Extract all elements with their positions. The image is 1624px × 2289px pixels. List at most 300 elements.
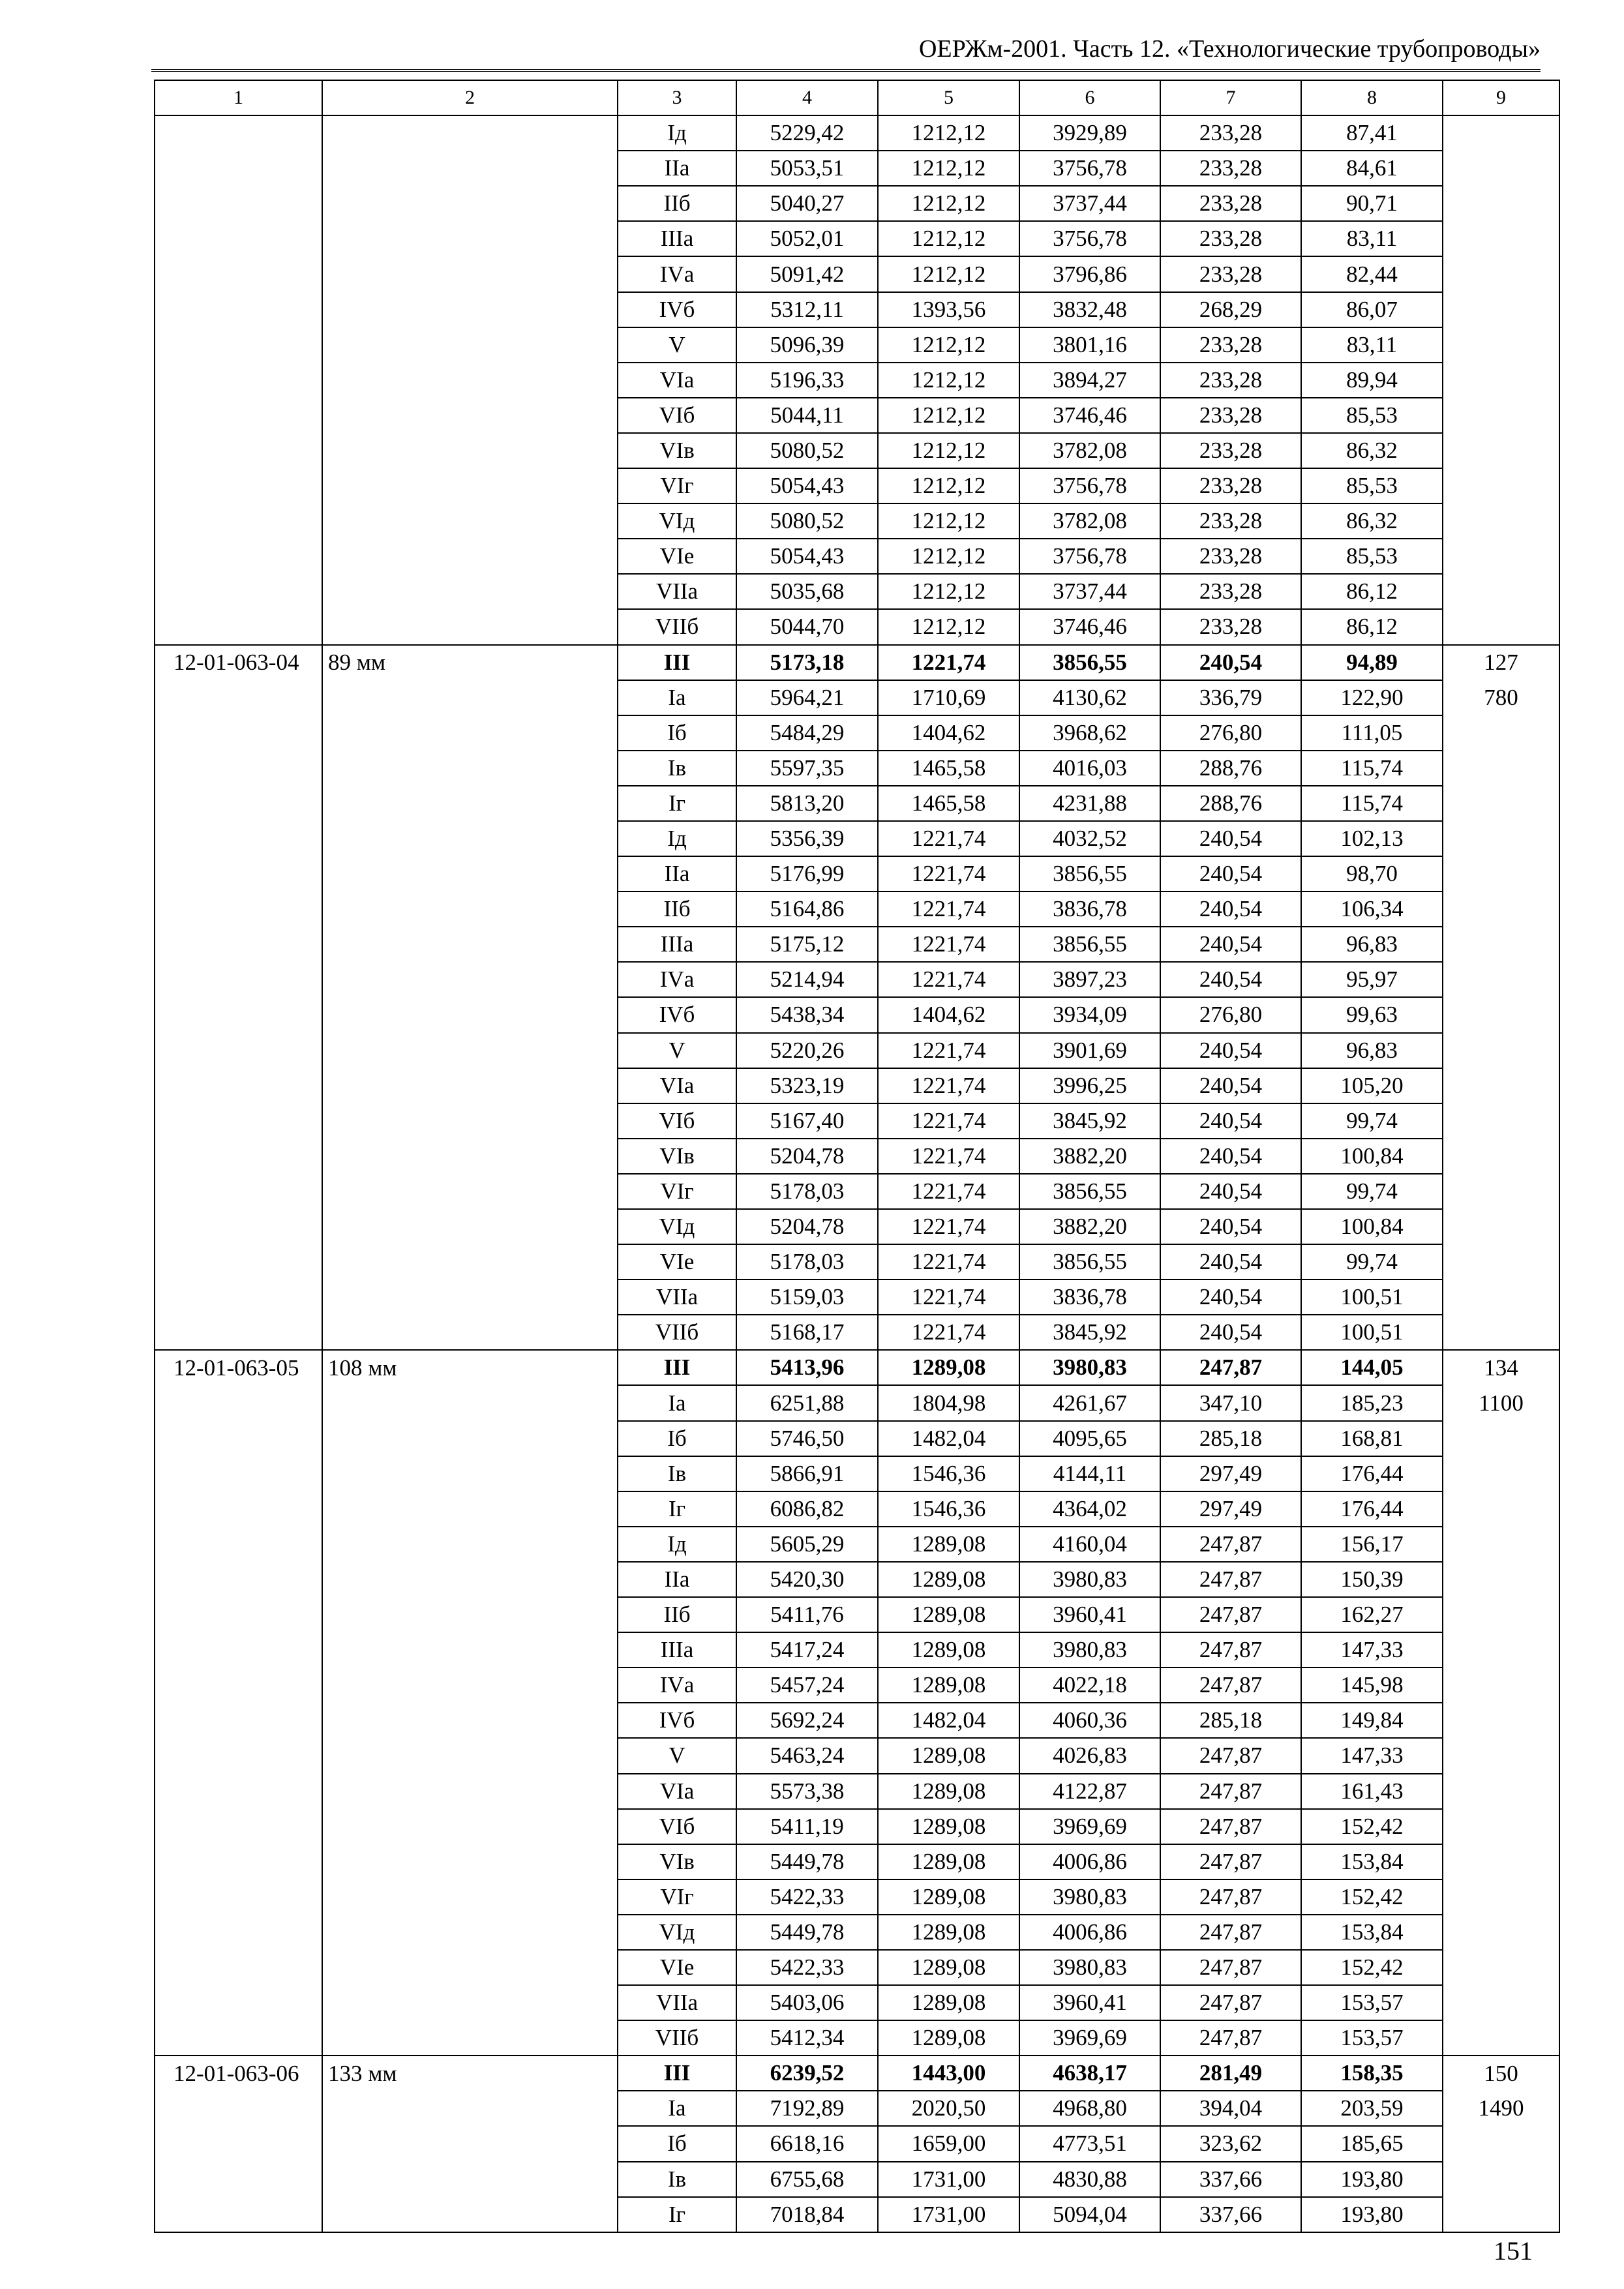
- materials-cell: 193,80: [1301, 2162, 1443, 2197]
- labor-cell: [1443, 1174, 1559, 1209]
- materials-cell: 100,51: [1301, 1279, 1443, 1315]
- table-row: [155, 1668, 1559, 1703]
- wages-cell: 1404,62: [878, 997, 1019, 1032]
- total-cost-cell: 5438,34: [736, 997, 878, 1032]
- operator-wages-cell: 394,04: [1160, 2091, 1301, 2126]
- total-cost-cell: 5040,27: [736, 186, 878, 221]
- zone-cell: VIб: [618, 398, 736, 433]
- table-row: [155, 115, 1559, 151]
- operator-wages-cell: 323,62: [1160, 2126, 1301, 2161]
- pipe-size-cell: [322, 574, 618, 609]
- table-row: [155, 1209, 1559, 1244]
- pipe-size-cell: [322, 927, 618, 962]
- pipe-size-cell: [322, 1844, 618, 1879]
- rate-code-cell: [155, 1385, 322, 1420]
- materials-cell: 85,53: [1301, 468, 1443, 503]
- rate-code-cell: [155, 1209, 322, 1244]
- zone-cell: IVб: [618, 997, 736, 1032]
- machines-cell: 4016,03: [1019, 751, 1160, 786]
- labor-cell: [1443, 1985, 1559, 2020]
- machines-cell: 3796,86: [1019, 256, 1160, 292]
- operator-wages-cell: 240,54: [1160, 1244, 1301, 1279]
- materials-cell: 152,42: [1301, 1950, 1443, 1985]
- labor-cell: [1443, 2020, 1559, 2056]
- total-cost-cell: 5417,24: [736, 1632, 878, 1668]
- materials-cell: 86,32: [1301, 503, 1443, 539]
- operator-wages-cell: 240,54: [1160, 962, 1301, 997]
- total-cost-cell: 5420,30: [736, 1562, 878, 1597]
- labor-cell: [1443, 1315, 1559, 1350]
- zone-cell: III: [618, 1350, 736, 1385]
- zone-cell: Iг: [618, 786, 736, 821]
- total-cost-cell: 5422,33: [736, 1950, 878, 1985]
- zone-cell: V: [618, 1738, 736, 1773]
- zone-cell: VIд: [618, 503, 736, 539]
- table-row: [155, 1774, 1559, 1809]
- zone-cell: IVа: [618, 256, 736, 292]
- total-cost-cell: 5866,91: [736, 1456, 878, 1491]
- materials-cell: 96,83: [1301, 927, 1443, 962]
- pipe-size-cell: [322, 1668, 618, 1703]
- total-cost-cell: 5449,78: [736, 1844, 878, 1879]
- table-row: [155, 1844, 1559, 1879]
- total-cost-cell: 7018,84: [736, 2197, 878, 2232]
- table-body: [155, 80, 1559, 2232]
- rate-code-cell: [155, 186, 322, 221]
- rate-code-cell: [155, 715, 322, 751]
- materials-cell: 162,27: [1301, 1597, 1443, 1632]
- pipe-size-cell: [322, 1597, 618, 1632]
- materials-cell: 84,61: [1301, 151, 1443, 186]
- wages-cell: 1393,56: [878, 292, 1019, 327]
- labor-cell: [1443, 1244, 1559, 1279]
- rate-code-cell: [155, 680, 322, 715]
- machines-cell: 4122,87: [1019, 1774, 1160, 1809]
- materials-cell: 94,89: [1301, 645, 1443, 680]
- running-header: ОЕРЖм-2001. Часть 12. «Технологические трубопроводы»: [918, 35, 1541, 63]
- operator-wages-cell: 233,28: [1160, 609, 1301, 644]
- operator-wages-cell: 233,28: [1160, 539, 1301, 574]
- labor-cell: [1443, 1597, 1559, 1632]
- total-cost-cell: 6239,52: [736, 2056, 878, 2091]
- rate-code-cell: [155, 433, 322, 468]
- rate-code-cell: [155, 891, 322, 927]
- rate-code-cell: [155, 2020, 322, 2056]
- table-row: [155, 856, 1559, 891]
- zone-cell: IIIа: [618, 221, 736, 256]
- pipe-size-cell: [322, 1385, 618, 1420]
- operator-wages-cell: 247,87: [1160, 1774, 1301, 1809]
- labor-cell: [1443, 715, 1559, 751]
- zone-cell: III: [618, 645, 736, 680]
- wages-cell: 1221,74: [878, 856, 1019, 891]
- wages-cell: 1212,12: [878, 327, 1019, 363]
- zone-cell: Iд: [618, 821, 736, 856]
- zone-cell: VIе: [618, 1244, 736, 1279]
- pipe-size-cell: [322, 151, 618, 186]
- zone-cell: IIа: [618, 151, 736, 186]
- rate-code-cell: [155, 1456, 322, 1491]
- table-row: [155, 2020, 1559, 2056]
- rate-code-cell: [155, 151, 322, 186]
- wages-cell: 1212,12: [878, 186, 1019, 221]
- materials-cell: 158,35: [1301, 2056, 1443, 2091]
- pipe-size-cell: [322, 1738, 618, 1773]
- zone-cell: VIIб: [618, 2020, 736, 2056]
- rate-code-cell: [155, 1421, 322, 1456]
- rate-code-cell: [155, 1139, 322, 1174]
- wages-cell: 1221,74: [878, 1103, 1019, 1139]
- labor-cell: [1443, 433, 1559, 468]
- wages-cell: 1221,74: [878, 1174, 1019, 1209]
- column-number: 9: [1443, 80, 1559, 115]
- wages-cell: 1221,74: [878, 1315, 1019, 1350]
- total-cost-cell: 5096,39: [736, 327, 878, 363]
- operator-wages-cell: 276,80: [1160, 997, 1301, 1032]
- machines-cell: 3934,09: [1019, 997, 1160, 1032]
- machines-cell: 4006,86: [1019, 1844, 1160, 1879]
- total-cost-cell: 5422,33: [736, 1879, 878, 1915]
- total-cost-cell: 5080,52: [736, 433, 878, 468]
- labor-cell: 1100: [1443, 1385, 1559, 1420]
- machines-cell: 3756,78: [1019, 468, 1160, 503]
- column-number: 1: [155, 80, 322, 115]
- operator-wages-cell: 247,87: [1160, 1950, 1301, 1985]
- zone-cell: Iб: [618, 1421, 736, 1456]
- total-cost-cell: 5054,43: [736, 539, 878, 574]
- machines-cell: 3882,20: [1019, 1139, 1160, 1174]
- materials-cell: 122,90: [1301, 680, 1443, 715]
- materials-cell: 106,34: [1301, 891, 1443, 927]
- machines-cell: 4160,04: [1019, 1527, 1160, 1562]
- total-cost-cell: 6086,82: [736, 1491, 878, 1527]
- operator-wages-cell: 240,54: [1160, 1315, 1301, 1350]
- wages-cell: 1546,36: [878, 1491, 1019, 1527]
- total-cost-cell: 5052,01: [736, 221, 878, 256]
- wages-cell: 1465,58: [878, 786, 1019, 821]
- wages-cell: 1221,74: [878, 927, 1019, 962]
- wages-cell: 1482,04: [878, 1703, 1019, 1738]
- table-row: [155, 609, 1559, 644]
- labor-cell: [1443, 1456, 1559, 1491]
- pipe-size-cell: 89 мм: [322, 645, 618, 680]
- zone-cell: IIа: [618, 856, 736, 891]
- pipe-size-cell: [322, 1139, 618, 1174]
- total-cost-cell: 5412,34: [736, 2020, 878, 2056]
- pipe-size-cell: [322, 821, 618, 856]
- labor-cell: [1443, 115, 1559, 151]
- column-number: 3: [618, 80, 736, 115]
- labor-cell: [1443, 2197, 1559, 2232]
- total-cost-cell: 5173,18: [736, 645, 878, 680]
- total-cost-cell: 5164,86: [736, 891, 878, 927]
- machines-cell: 3836,78: [1019, 891, 1160, 927]
- zone-cell: VIв: [618, 1844, 736, 1879]
- wages-cell: 1212,12: [878, 539, 1019, 574]
- materials-cell: 149,84: [1301, 1703, 1443, 1738]
- operator-wages-cell: 281,49: [1160, 2056, 1301, 2091]
- labor-cell: [1443, 962, 1559, 997]
- rate-code-cell: [155, 751, 322, 786]
- table-row: [155, 327, 1559, 363]
- rate-code-cell: [155, 2126, 322, 2161]
- operator-wages-cell: 233,28: [1160, 256, 1301, 292]
- zone-cell: IVа: [618, 1668, 736, 1703]
- machines-cell: 3980,83: [1019, 1950, 1160, 1985]
- labor-cell: [1443, 997, 1559, 1032]
- rate-code-cell: [155, 574, 322, 609]
- materials-cell: 144,05: [1301, 1350, 1443, 1385]
- operator-wages-cell: 336,79: [1160, 680, 1301, 715]
- pipe-size-cell: 133 мм: [322, 2056, 618, 2091]
- machines-cell: 3782,08: [1019, 503, 1160, 539]
- table-row: [155, 151, 1559, 186]
- pipe-size-cell: [322, 363, 618, 398]
- column-number: 6: [1019, 80, 1160, 115]
- machines-cell: 4968,80: [1019, 2091, 1160, 2126]
- labor-cell: [1443, 1879, 1559, 1915]
- total-cost-cell: 5196,33: [736, 363, 878, 398]
- rate-code-cell: [155, 927, 322, 962]
- materials-cell: 105,20: [1301, 1068, 1443, 1103]
- operator-wages-cell: 247,87: [1160, 1597, 1301, 1632]
- table-row: [155, 1174, 1559, 1209]
- wages-cell: 1221,74: [878, 1279, 1019, 1315]
- wages-cell: 2020,50: [878, 2091, 1019, 2126]
- operator-wages-cell: 240,54: [1160, 1068, 1301, 1103]
- labor-cell: 780: [1443, 680, 1559, 715]
- labor-cell: [1443, 751, 1559, 786]
- labor-cell: [1443, 609, 1559, 644]
- machines-cell: 3832,48: [1019, 292, 1160, 327]
- machines-cell: 3882,20: [1019, 1209, 1160, 1244]
- materials-cell: 100,84: [1301, 1209, 1443, 1244]
- machines-cell: 4006,86: [1019, 1915, 1160, 1950]
- operator-wages-cell: 240,54: [1160, 1033, 1301, 1068]
- operator-wages-cell: 337,66: [1160, 2162, 1301, 2197]
- materials-cell: 203,59: [1301, 2091, 1443, 2126]
- machines-cell: 3845,92: [1019, 1315, 1160, 1350]
- rate-code-cell: [155, 221, 322, 256]
- machines-cell: 3836,78: [1019, 1279, 1160, 1315]
- table-row: [155, 1597, 1559, 1632]
- machines-cell: 4022,18: [1019, 1668, 1160, 1703]
- total-cost-cell: 5178,03: [736, 1244, 878, 1279]
- operator-wages-cell: 233,28: [1160, 327, 1301, 363]
- table-row: [155, 1103, 1559, 1139]
- labor-cell: [1443, 1527, 1559, 1562]
- labor-cell: [1443, 186, 1559, 221]
- zone-cell: III: [618, 2056, 736, 2091]
- pipe-size-cell: [322, 398, 618, 433]
- total-cost-cell: 5091,42: [736, 256, 878, 292]
- labor-cell: [1443, 1915, 1559, 1950]
- machines-cell: 3901,69: [1019, 1033, 1160, 1068]
- wages-cell: 1221,74: [878, 962, 1019, 997]
- pipe-size-cell: [322, 1879, 618, 1915]
- materials-cell: 176,44: [1301, 1491, 1443, 1527]
- pipe-size-cell: 108 мм: [322, 1350, 618, 1385]
- operator-wages-cell: 233,28: [1160, 115, 1301, 151]
- materials-cell: 86,12: [1301, 574, 1443, 609]
- labor-cell: [1443, 1738, 1559, 1773]
- total-cost-cell: 5312,11: [736, 292, 878, 327]
- pipe-size-cell: [322, 433, 618, 468]
- rate-code-cell: [155, 1174, 322, 1209]
- total-cost-cell: 5054,43: [736, 468, 878, 503]
- zone-cell: VIIб: [618, 609, 736, 644]
- rate-code-cell: [155, 468, 322, 503]
- pipe-size-cell: [322, 1209, 618, 1244]
- wages-cell: 1212,12: [878, 115, 1019, 151]
- materials-cell: 86,32: [1301, 433, 1443, 468]
- materials-cell: 95,97: [1301, 962, 1443, 997]
- zone-cell: Iд: [618, 1527, 736, 1562]
- pipe-size-cell: [322, 2126, 618, 2161]
- operator-wages-cell: 247,87: [1160, 1915, 1301, 1950]
- pipe-size-cell: [322, 221, 618, 256]
- column-number: 2: [322, 80, 618, 115]
- zone-cell: VIIб: [618, 1315, 736, 1350]
- labor-cell: [1443, 1209, 1559, 1244]
- machines-cell: 4364,02: [1019, 1491, 1160, 1527]
- zone-cell: Iб: [618, 2126, 736, 2161]
- operator-wages-cell: 240,54: [1160, 1103, 1301, 1139]
- labor-cell: [1443, 1844, 1559, 1879]
- total-cost-cell: 5449,78: [736, 1915, 878, 1950]
- machines-cell: 4130,62: [1019, 680, 1160, 715]
- machines-cell: 3782,08: [1019, 433, 1160, 468]
- zone-cell: VIв: [618, 433, 736, 468]
- total-cost-cell: 5413,96: [736, 1350, 878, 1385]
- materials-cell: 153,84: [1301, 1844, 1443, 1879]
- materials-cell: 87,41: [1301, 115, 1443, 151]
- table-row: [155, 927, 1559, 962]
- wages-cell: 1212,12: [878, 609, 1019, 644]
- total-cost-cell: 5746,50: [736, 1421, 878, 1456]
- materials-cell: 156,17: [1301, 1527, 1443, 1562]
- zone-cell: VIб: [618, 1103, 736, 1139]
- zone-cell: IIа: [618, 1562, 736, 1597]
- wages-cell: 1289,08: [878, 1950, 1019, 1985]
- table-row: [155, 2091, 1559, 2126]
- materials-cell: 85,53: [1301, 539, 1443, 574]
- zone-cell: IVб: [618, 292, 736, 327]
- rate-code-cell: [155, 786, 322, 821]
- pipe-size-cell: [322, 1279, 618, 1315]
- operator-wages-cell: 247,87: [1160, 2020, 1301, 2056]
- labor-cell: 150: [1443, 2056, 1559, 2091]
- zone-cell: VIе: [618, 539, 736, 574]
- total-cost-cell: 5159,03: [736, 1279, 878, 1315]
- rate-code-cell: [155, 2091, 322, 2126]
- pipe-size-cell: [322, 1244, 618, 1279]
- operator-wages-cell: 240,54: [1160, 1174, 1301, 1209]
- materials-cell: 99,74: [1301, 1103, 1443, 1139]
- labor-cell: [1443, 503, 1559, 539]
- operator-wages-cell: 337,66: [1160, 2197, 1301, 2232]
- wages-cell: 1289,08: [878, 1915, 1019, 1950]
- table-row: [155, 433, 1559, 468]
- labor-cell: [1443, 1774, 1559, 1809]
- materials-cell: 150,39: [1301, 1562, 1443, 1597]
- operator-wages-cell: 347,10: [1160, 1385, 1301, 1420]
- pipe-size-cell: [322, 1421, 618, 1456]
- zone-cell: VIг: [618, 468, 736, 503]
- pipe-size-cell: [322, 1809, 618, 1844]
- table-row: [155, 256, 1559, 292]
- total-cost-cell: 5229,42: [736, 115, 878, 151]
- pipe-size-cell: [322, 1527, 618, 1562]
- table-row: [155, 1068, 1559, 1103]
- total-cost-cell: 5214,94: [736, 962, 878, 997]
- zone-cell: VIб: [618, 1809, 736, 1844]
- wages-cell: 1212,12: [878, 151, 1019, 186]
- zone-cell: Iб: [618, 715, 736, 751]
- operator-wages-cell: 297,49: [1160, 1491, 1301, 1527]
- total-cost-cell: 5692,24: [736, 1703, 878, 1738]
- labor-cell: [1443, 468, 1559, 503]
- zone-cell: VIIа: [618, 1985, 736, 2020]
- operator-wages-cell: 240,54: [1160, 1279, 1301, 1315]
- rate-code-cell: [155, 1774, 322, 1809]
- operator-wages-cell: 233,28: [1160, 433, 1301, 468]
- pipe-size-cell: [322, 1174, 618, 1209]
- rate-code-cell: [155, 2162, 322, 2197]
- operator-wages-cell: 247,87: [1160, 1668, 1301, 1703]
- rate-code-cell: [155, 1562, 322, 1597]
- rate-code-cell: [155, 256, 322, 292]
- labor-cell: 127: [1443, 645, 1559, 680]
- column-number: 5: [878, 80, 1019, 115]
- machines-cell: 4095,65: [1019, 1421, 1160, 1456]
- operator-wages-cell: 276,80: [1160, 715, 1301, 751]
- zone-cell: VIа: [618, 1068, 736, 1103]
- zone-cell: IIб: [618, 891, 736, 927]
- zone-cell: Iд: [618, 115, 736, 151]
- zone-cell: VIIа: [618, 574, 736, 609]
- labor-cell: [1443, 1809, 1559, 1844]
- operator-wages-cell: 247,87: [1160, 1844, 1301, 1879]
- total-cost-cell: 5080,52: [736, 503, 878, 539]
- total-cost-cell: 6755,68: [736, 2162, 878, 2197]
- operator-wages-cell: 247,87: [1160, 1879, 1301, 1915]
- table-row: [155, 821, 1559, 856]
- table-row: [155, 1139, 1559, 1174]
- wages-cell: 1289,08: [878, 1668, 1019, 1703]
- table-row: [155, 1632, 1559, 1668]
- labor-cell: [1443, 1068, 1559, 1103]
- materials-cell: 176,44: [1301, 1456, 1443, 1491]
- materials-cell: 115,74: [1301, 786, 1443, 821]
- rate-code-cell: [155, 856, 322, 891]
- wages-cell: 1212,12: [878, 468, 1019, 503]
- materials-cell: 161,43: [1301, 1774, 1443, 1809]
- machines-cell: 3856,55: [1019, 856, 1160, 891]
- machines-cell: 4638,17: [1019, 2056, 1160, 2091]
- operator-wages-cell: 247,87: [1160, 1562, 1301, 1597]
- pipe-size-cell: [322, 1915, 618, 1950]
- total-cost-cell: 5403,06: [736, 1985, 878, 2020]
- table-row: [155, 1350, 1559, 1385]
- pipe-size-cell: [322, 962, 618, 997]
- machines-cell: 4032,52: [1019, 821, 1160, 856]
- rate-code-cell: [155, 1597, 322, 1632]
- total-cost-cell: 6618,16: [736, 2126, 878, 2161]
- total-cost-cell: 5044,70: [736, 609, 878, 644]
- operator-wages-cell: 240,54: [1160, 821, 1301, 856]
- zone-cell: VIг: [618, 1174, 736, 1209]
